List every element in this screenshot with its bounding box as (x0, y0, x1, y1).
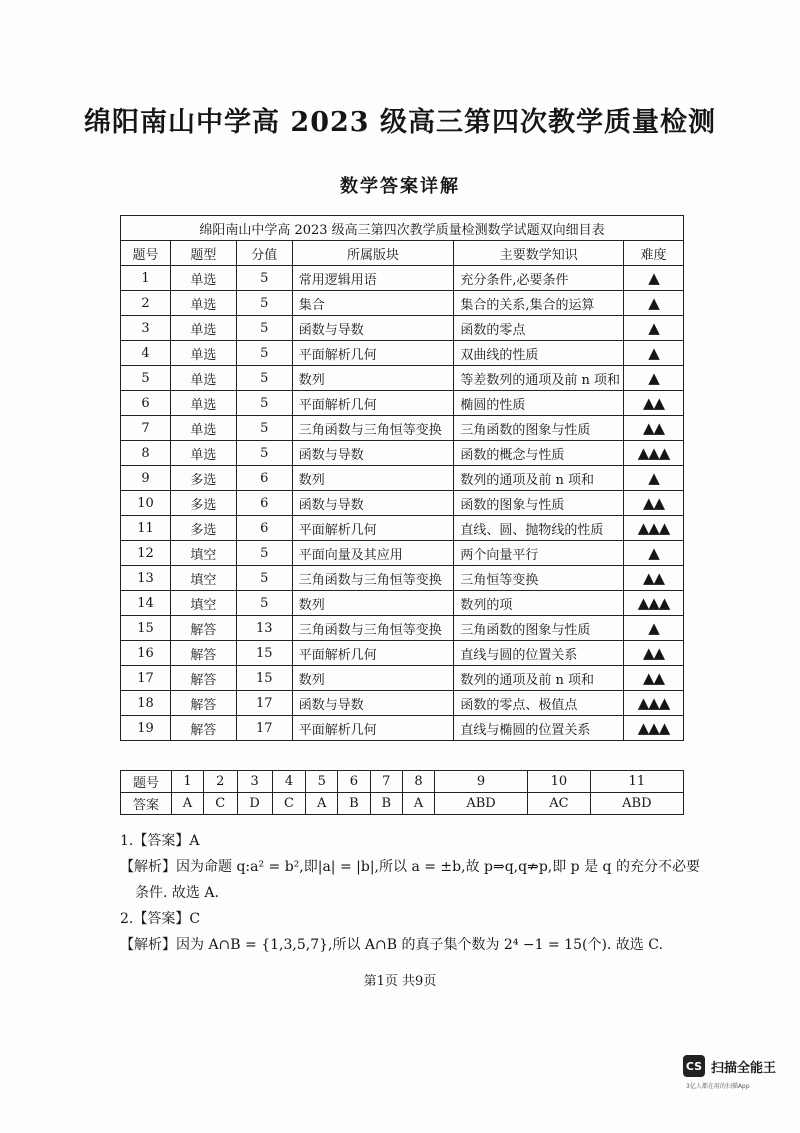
answer-value: C (272, 793, 306, 815)
answer-value: B (338, 793, 370, 815)
spec-table-caption: 绵阳南山中学高 2023 级高三第四次教学质量检测数学试题双向细目表 (121, 216, 684, 241)
question-difficulty: ▲▲▲ (624, 691, 684, 716)
question-section: 集合 (292, 291, 454, 316)
answer-table-numbers-row (121, 771, 684, 793)
question-type: 单选 (170, 316, 236, 341)
question-type: 填空 (170, 591, 236, 616)
question-number: 17 (121, 666, 171, 691)
question-section: 平面解析几何 (292, 716, 454, 741)
question-knowledge: 两个向量平行 (454, 541, 624, 566)
question-difficulty: ▲ (624, 466, 684, 491)
question-section: 三角函数与三角恒等变换 (292, 416, 454, 441)
question-difficulty: ▲▲▲ (624, 716, 684, 741)
spec-table-row (121, 641, 684, 666)
question-section: 函数与导数 (292, 316, 454, 341)
answer-value: C (203, 793, 237, 815)
answer-value: AC (528, 793, 590, 815)
question-section: 平面解析几何 (292, 641, 454, 666)
question-type: 单选 (170, 341, 236, 366)
answer-value: ABD (434, 793, 527, 815)
question-type: 多选 (170, 491, 236, 516)
q1-analysis: 【解析】因为命题 q:a² = b²,即|a| = |b|,所以 a = ±b,故 p⇒q,q⇏p,即 p 是 q 的充分不必要 (120, 859, 700, 875)
answer-value: ABD (590, 793, 683, 815)
question-section: 函数与导数 (292, 691, 454, 716)
answer-number: 2 (203, 771, 237, 793)
answer-value: D (237, 793, 272, 815)
question-knowledge: 直线与圆的位置关系 (454, 641, 624, 666)
spec-table-row (121, 716, 684, 741)
question-score: 5 (236, 591, 292, 616)
question-knowledge: 充分条件,必要条件 (454, 266, 624, 291)
question-type: 解答 (170, 616, 236, 641)
question-type: 单选 (170, 266, 236, 291)
question-score: 5 (236, 341, 292, 366)
question-number: 16 (121, 641, 171, 666)
question-knowledge: 直线与椭圆的位置关系 (454, 716, 624, 741)
question-knowledge: 三角恒等变换 (454, 566, 624, 591)
question-difficulty: ▲▲ (624, 391, 684, 416)
question-type: 多选 (170, 516, 236, 541)
spec-table-row (121, 691, 684, 716)
spec-table-row (121, 291, 684, 316)
question-number: 10 (121, 491, 171, 516)
spec-table-row (121, 541, 684, 566)
answer-table-answers-row (121, 793, 684, 815)
question-knowledge: 函数的图象与性质 (454, 491, 624, 516)
question-knowledge: 双曲线的性质 (454, 341, 624, 366)
question-section: 常用逻辑用语 (292, 266, 454, 291)
question-difficulty: ▲ (624, 316, 684, 341)
question-difficulty: ▲▲▲ (624, 441, 684, 466)
question-section: 三角函数与三角恒等变换 (292, 566, 454, 591)
header-knowledge: 主要数学知识 (454, 241, 624, 266)
spec-table-row (121, 366, 684, 391)
answer-table-answer-label: 答案 (121, 793, 172, 815)
answer-table-number-label: 题号 (121, 771, 172, 793)
question-knowledge: 椭圆的性质 (454, 391, 624, 416)
question-number: 3 (121, 316, 171, 341)
question-section: 数列 (292, 466, 454, 491)
question-knowledge: 数列的通项及前 n 项和 (454, 466, 624, 491)
q2-analysis: 【解析】因为 A∩B = {1,3,5,7},所以 A∩B 的真子集个数为 2⁴ −1 = 15(个). 故选 C. (120, 937, 663, 953)
question-section: 平面解析几何 (292, 516, 454, 541)
question-score: 13 (236, 616, 292, 641)
question-score: 6 (236, 491, 292, 516)
question-type: 填空 (170, 541, 236, 566)
question-number: 14 (121, 591, 171, 616)
question-score: 5 (236, 416, 292, 441)
question-number: 8 (121, 441, 171, 466)
question-difficulty: ▲▲▲ (624, 516, 684, 541)
answer-table (120, 770, 684, 815)
question-number: 11 (121, 516, 171, 541)
question-difficulty: ▲▲▲ (624, 591, 684, 616)
q1-answer: 1.【答案】A (120, 833, 200, 849)
scanner-tagline: 3亿人都在用的扫描App (686, 1083, 750, 1090)
question-knowledge: 函数的零点、极值点 (454, 691, 624, 716)
answer-number: 3 (237, 771, 272, 793)
question-section: 数列 (292, 366, 454, 391)
question-score: 15 (236, 666, 292, 691)
answer-number: 1 (172, 771, 204, 793)
question-knowledge: 数列的通项及前 n 项和 (454, 666, 624, 691)
header-type: 题型 (170, 241, 236, 266)
question-score: 5 (236, 441, 292, 466)
question-number: 5 (121, 366, 171, 391)
spec-table-row (121, 591, 684, 616)
question-score: 5 (236, 391, 292, 416)
question-number: 9 (121, 466, 171, 491)
spec-table-row (121, 566, 684, 591)
question-difficulty: ▲▲ (624, 666, 684, 691)
question-difficulty: ▲ (624, 541, 684, 566)
question-knowledge: 函数的零点 (454, 316, 624, 341)
question-number: 1 (121, 266, 171, 291)
question-score: 5 (236, 541, 292, 566)
spec-table-row (121, 266, 684, 291)
question-section: 平面解析几何 (292, 341, 454, 366)
spec-table-row (121, 441, 684, 466)
answer-value: A (306, 793, 338, 815)
spec-table-row (121, 341, 684, 366)
spec-table-row (121, 491, 684, 516)
page-footer: 第1页 共9页 (363, 974, 437, 989)
question-difficulty: ▲ (624, 341, 684, 366)
answer-value: A (403, 793, 435, 815)
question-number: 2 (121, 291, 171, 316)
question-type: 单选 (170, 441, 236, 466)
question-type: 单选 (170, 291, 236, 316)
question-score: 5 (236, 366, 292, 391)
question-number: 18 (121, 691, 171, 716)
spec-table-row (121, 466, 684, 491)
question-score: 5 (236, 566, 292, 591)
question-section: 数列 (292, 591, 454, 616)
question-difficulty: ▲▲ (624, 416, 684, 441)
question-number: 15 (121, 616, 171, 641)
header-section: 所属版块 (292, 241, 454, 266)
question-knowledge: 直线、圆、抛物线的性质 (454, 516, 624, 541)
question-type: 解答 (170, 716, 236, 741)
question-type: 多选 (170, 466, 236, 491)
question-score: 17 (236, 716, 292, 741)
spec-table-row (121, 516, 684, 541)
question-difficulty: ▲▲ (624, 491, 684, 516)
question-knowledge: 等差数列的通项及前 n 项和 (454, 366, 624, 391)
spec-table-row (121, 416, 684, 441)
question-knowledge: 三角函数的图象与性质 (454, 416, 624, 441)
question-score: 5 (236, 291, 292, 316)
answer-value: A (172, 793, 204, 815)
question-number: 4 (121, 341, 171, 366)
answer-number: 7 (370, 771, 402, 793)
document-title: 绵阳南山中学高 2023 级高三第四次教学质量检测 (84, 107, 716, 138)
question-number: 19 (121, 716, 171, 741)
question-knowledge: 三角函数的图象与性质 (454, 616, 624, 641)
question-type: 解答 (170, 691, 236, 716)
answer-number: 10 (528, 771, 590, 793)
answer-number: 6 (338, 771, 370, 793)
spec-table-row (121, 316, 684, 341)
question-section: 平面解析几何 (292, 391, 454, 416)
answer-value: B (370, 793, 402, 815)
question-type: 解答 (170, 641, 236, 666)
q2-answer: 2.【答案】C (120, 911, 201, 927)
question-number: 7 (121, 416, 171, 441)
question-section: 函数与导数 (292, 491, 454, 516)
question-type: 单选 (170, 391, 236, 416)
question-score: 15 (236, 641, 292, 666)
question-knowledge: 集合的关系,集合的运算 (454, 291, 624, 316)
header-difficulty: 难度 (624, 241, 684, 266)
question-knowledge: 数列的项 (454, 591, 624, 616)
answer-number: 11 (590, 771, 683, 793)
document-subtitle: 数学答案详解 (340, 176, 460, 197)
spec-table-row (121, 666, 684, 691)
question-difficulty: ▲ (624, 616, 684, 641)
question-type: 单选 (170, 416, 236, 441)
question-section: 三角函数与三角恒等变换 (292, 616, 454, 641)
question-number: 13 (121, 566, 171, 591)
question-score: 6 (236, 516, 292, 541)
question-section: 函数与导数 (292, 441, 454, 466)
question-number: 6 (121, 391, 171, 416)
question-difficulty: ▲ (624, 266, 684, 291)
question-score: 6 (236, 466, 292, 491)
spec-table-caption-row (121, 216, 684, 241)
q1-analysis-continued: 条件. 故选 A. (135, 885, 219, 901)
question-type: 单选 (170, 366, 236, 391)
spec-table (120, 215, 684, 741)
question-section: 数列 (292, 666, 454, 691)
scanner-watermark (683, 1055, 776, 1077)
question-type: 解答 (170, 666, 236, 691)
answer-number: 9 (434, 771, 527, 793)
scanner-brand: 扫描全能王 (711, 1060, 777, 1076)
question-difficulty: ▲ (624, 366, 684, 391)
header-score: 分值 (236, 241, 292, 266)
question-difficulty: ▲▲ (624, 566, 684, 591)
question-number: 12 (121, 541, 171, 566)
question-difficulty: ▲▲ (624, 641, 684, 666)
question-difficulty: ▲ (624, 291, 684, 316)
spec-table-header (121, 241, 684, 266)
question-section: 平面向量及其应用 (292, 541, 454, 566)
question-knowledge: 函数的概念与性质 (454, 441, 624, 466)
answer-number: 8 (403, 771, 435, 793)
question-score: 5 (236, 316, 292, 341)
spec-table-row (121, 391, 684, 416)
answer-number: 4 (272, 771, 306, 793)
question-type: 填空 (170, 566, 236, 591)
question-score: 17 (236, 691, 292, 716)
question-score: 5 (236, 266, 292, 291)
header-no: 题号 (121, 241, 171, 266)
scanner-logo-icon: CS (683, 1055, 705, 1077)
answer-number: 5 (306, 771, 338, 793)
spec-table-row (121, 616, 684, 641)
